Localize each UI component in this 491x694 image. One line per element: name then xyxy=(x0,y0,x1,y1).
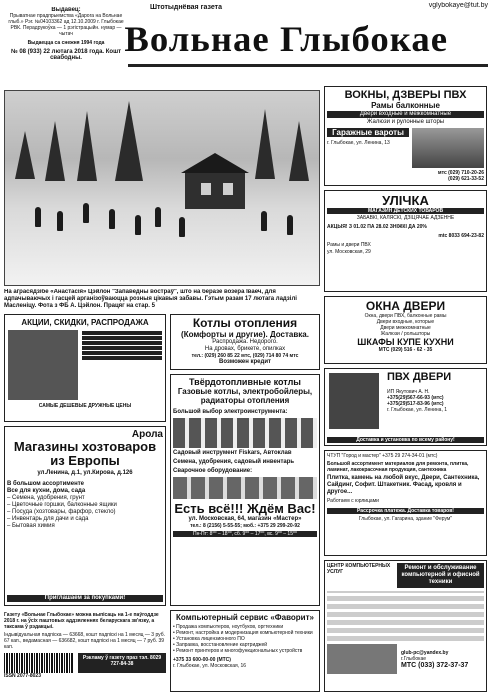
barcode xyxy=(4,653,74,673)
ad-favorit xyxy=(170,610,320,692)
list-item: В большом ассортименте xyxy=(7,481,84,487)
ad-vokna xyxy=(324,86,487,186)
list-item: – Инвентарь для дачи и сада xyxy=(7,516,89,522)
ad-okna-dveri-big: ШКАФЫ КУПЕ КУХНИ xyxy=(357,337,454,347)
ad-vokna-line5: Гаражные вароты xyxy=(327,128,409,137)
ad-favorit-addr: г. Глыбокае, ул. Московская, 16 xyxy=(173,663,247,669)
ad-tverdo-phone: тел.: 8 (2156) 5-55-55; моб.: +375 29 299-20-92 xyxy=(190,523,300,529)
ad-tverdo-line2: Садовый инструмент Fiskars, Автоклав xyxy=(173,450,292,456)
ad-akcii xyxy=(4,314,166,422)
ad-remont-line1: Большой ассортимент материалов для ремонта, плитка, ламинат, лакокрасочная продукция, сантехника xyxy=(327,461,469,473)
ad-ulichka-brands: ЗАБАВКІ, КАЛЯСКІ, ДЗІЦЯЧАЕ АДЗЕННЕ xyxy=(356,215,455,221)
ad-okna-dveri-phone: МТС (029) 516 - 62 - 35 xyxy=(378,347,433,353)
list-item: – Посуда (хозтовары, фарфор, стекло) xyxy=(7,509,116,515)
welding-image xyxy=(173,477,317,499)
ad-magaziny-bottom: Приглашаем за покупками! xyxy=(7,595,163,602)
list-item: – Цветочные горшки, балконные ящики xyxy=(7,502,117,508)
ad-vokna-subtitle: Рамы балконные xyxy=(371,101,440,110)
ad-pvh-dveri xyxy=(324,368,487,446)
newspaper-title: Вольнае Глыбокае xyxy=(124,19,449,59)
masleniza-photo xyxy=(4,90,320,286)
ad-pvh-dveri-phone2: +375(29)517-83-96 (мтс) xyxy=(387,401,444,407)
masthead-rule xyxy=(128,64,488,67)
ad-kotly xyxy=(170,314,320,370)
services-list-image xyxy=(327,591,484,641)
ad-tverdo-title: Твёрдотопливные котлы xyxy=(189,377,301,387)
ad-vokna-line3: Двери входные и межкомнатные xyxy=(327,111,484,118)
ad-ulichka-title: УЛІЧКА xyxy=(382,193,429,208)
ad-akcii-bottom: САМЫЕ ДЕШЕВЫЕ ДРУЖНЫЕ ЦЕНЫ xyxy=(38,403,132,409)
ad-pvh-dveri-phone1: +375(29)567-66-93 (мтс) xyxy=(387,395,444,401)
ad-vokna-phone: мтс (029) 710-20-26 xyxy=(437,170,484,176)
ad-remont-line3: Работаем с юрлицами xyxy=(327,498,379,504)
publisher-text: Прыватнае прадпрыемства «Дарога на Вольнае глыб.» Рэг. №04103362 ад 12.10.2009 г. Глыбокае РВК. Перадрукоўка — 1 рэгістрацыйн. нумар — чытач xyxy=(8,13,124,37)
ad-okna-dveri-line2: Двери входные, которые xyxy=(376,319,435,325)
ad-okna-dveri-title: ОКНА ДВЕРИ xyxy=(365,299,446,313)
ad-ulichka-promo: АКЦЫЯ! З 01.02 ПА 28.02 ЗНІЖКІ ДА 20% xyxy=(327,224,427,230)
issue-line: № 08 (933) 22 лютага 2018 года. Кошт свабодны. xyxy=(10,49,122,61)
issn: ISSN 2077-8023 xyxy=(4,673,41,679)
since-label: Выдаецца са снежня 1994 года xyxy=(27,40,105,46)
ad-remont xyxy=(324,450,487,556)
ad-tverdo-big: Есть всё!!! Ждём Вас! xyxy=(174,501,316,516)
ad-pvh-dveri-title: ПВХ ДВЕРИ xyxy=(387,371,452,383)
ad-vokna-phone2: (029) 621-33-52 xyxy=(448,176,484,182)
photo-caption: На аграсядзібе «Анастасія» Цэйлон "Запаведны востраў", што на беразе возера Іваеч, для адпачываючых і гасцей арганізоўваюцца розныя цікавыя забавы. Гэтым разам 17 лютага ладзілі Масленіцу. Фота з ФБ А. Цэйлон. Працяг на стар. 5 xyxy=(4,289,297,309)
ad-remont-addr: Глыбокае, ул. Гагарина, здание "Ферум" xyxy=(358,516,453,522)
subscription-note xyxy=(4,612,166,692)
ad-pvh-dveri-note: Доставка и установка по всему району! xyxy=(327,437,484,443)
ad-center-right: Ремонт и обслуживание компьютерной и офисной техники xyxy=(397,563,484,588)
ad-magaziny-title: Магазины хозтоваров из Европы xyxy=(13,439,157,468)
ad-center-phone: МТС (033) 372-37-37 xyxy=(401,661,469,669)
ad-remont-line2: Плитка, камень на любой вкус, Двери, Сантехника, Сайдинг, Софит. Штакетник. Фасад, кровля и другое... xyxy=(327,475,480,495)
ad-remont-header: ЧТУП "Город и мастер" +375 29 274-34-01 (мтс) xyxy=(327,453,438,459)
ad-tverdotoplivnye xyxy=(170,374,320,606)
ad-tverdo-line1: Большой выбор электроинструмента: xyxy=(173,409,288,415)
ad-kotly-phone: тел.: (029) 260 85 22 мтс, (029) 714 80 74 мтс xyxy=(191,353,299,359)
ad-kotly-line1: Распродажа. Недорого. xyxy=(212,339,278,345)
ad-center-email: glub-pc@yandex.by xyxy=(401,649,449,656)
publisher-block xyxy=(6,7,126,87)
ad-ulichka-addr: ул. Московская, 29 xyxy=(327,249,371,255)
ad-kotly-line2: На дровах, брикете, опилках xyxy=(204,346,286,352)
ad-kotly-title: Котлы отопления xyxy=(192,316,298,330)
ad-favorit-title: Компьютерный сервис «Фаворит» xyxy=(176,613,314,622)
ad-center xyxy=(324,560,487,692)
ad-magaziny xyxy=(4,426,166,606)
ad-ulichka xyxy=(324,190,487,292)
ad-okna-dveri-line3: Двери межкомнатные xyxy=(380,325,431,331)
list-item: Все для кухни, дома, сада xyxy=(7,488,86,494)
subscription-index: Індывідуальная падпіска — 63668, кошт падпіскі на 1 месяц — 3 руб. 67 кап., ведамасная — 636682, кошт падпіскі на 1 месяц — 7 руб. 39 кап. xyxy=(4,632,165,650)
ad-okna-dveri xyxy=(324,296,487,364)
ad-center-title: ЦЕНТР КОМПЬЮТЕРНЫХ УСЛУГ xyxy=(327,563,391,575)
list-item: • Продажа компьютеров, ноутбуков, оргтехники xyxy=(173,624,284,630)
ad-kotly-tail: Возможен кредит xyxy=(219,359,271,365)
ad-ulichka-subtitle: МАГАЗИН ДЕТСКИХ ТОВАРОВ xyxy=(327,208,484,214)
ad-box: Рэкламу ў газету праз тэл. 8029 727-84-38 xyxy=(78,653,166,673)
ad-kotly-subtitle: (Комфорты и другие). Доставка. xyxy=(181,330,309,339)
ad-akcii-title: АКЦИИ, СКИДКИ, РАСПРОДАЖА xyxy=(21,318,149,327)
publisher-label: Выдавец: xyxy=(51,7,81,13)
house-image xyxy=(412,128,484,168)
email: vglybokaye@tut.by xyxy=(428,2,488,9)
ad-magaziny-brand: Арола xyxy=(131,429,163,440)
ad-okna-dveri-line1: Окна, двери ПВХ, балконные рамы xyxy=(364,313,447,319)
list-item: – Семена, удобрения, грунт xyxy=(7,495,85,501)
ad-remont-note: Расcрочка платежа. Доставка товаров! xyxy=(327,508,484,514)
subscription-text: Газету «Вольнае Глыбокае» можна выпісаць на 1-е паўгоддзе 2018 г. на ўсіх паштовых аддзяленнях беларускага зв'язку, а таксама ў рэдакцыі. xyxy=(4,612,159,630)
ad-tverdo-addr: ул. Московская, 64, магазин «Мастер» xyxy=(188,516,302,522)
list-item: • Ремонт, настройка и модернизация компьютерной техники xyxy=(173,630,313,636)
ad-vokna-address: г. Глыбокае, ул. Ленина, 13 xyxy=(327,140,390,146)
ad-center-city: г.Глыбокае xyxy=(401,655,427,662)
ad-magaziny-addr: ул.Ленина, д.1, ул.Кирова, д.126 xyxy=(37,470,133,476)
ad-tverdo-line4: Сварочное оборудование: xyxy=(173,468,253,474)
tools-image xyxy=(173,418,317,448)
ad-pvh-dveri-addr: г. Глыбокае, ул. Ленина, 1 xyxy=(387,407,448,413)
ad-okna-dveri-line4: Жалюзи / рольшторы xyxy=(380,331,431,337)
ad-ulichka-extra: Рамы и двери ПВХ xyxy=(327,242,371,248)
list-item: • Ремонт принтеров и многофункциональных устройств xyxy=(173,648,303,654)
ad-pvh-dveri-sub: ИП Якутович А. Н. xyxy=(387,389,430,395)
ad-tverdo-line3: Семена, удобрения, садовый инвентарь xyxy=(173,459,295,465)
computer-image xyxy=(327,644,397,674)
ad-ulichka-phone: mtc 8033 694-23-82 xyxy=(438,233,484,239)
ad-favorit-phones: +375 33 600-00-00 (МТС) xyxy=(173,657,231,663)
ad-tverdo-sub: Газовые котлы, электробойлеры, радиаторы отопления xyxy=(177,387,313,405)
store-image xyxy=(8,330,78,400)
door-image xyxy=(329,373,379,429)
list-item: – Бытовая химия xyxy=(7,523,55,529)
list-item: • Заправка, восстановление картриджей xyxy=(173,642,268,648)
weekly-label: Штотыднёвая газета xyxy=(150,4,222,11)
ad-magaziny-list xyxy=(7,481,163,530)
ad-vokna-line4: Жалюзи и рулонные шторы xyxy=(366,119,445,125)
list-item: • Установка лицензионного ПО xyxy=(173,636,245,642)
ad-vokna-title: ВОКНЫ, ДЗВЕРЫ ПВХ xyxy=(344,89,467,101)
ad-tverdo-hours: Пн-Пт: 8⁰⁰ – 18⁰⁰, сб. 9⁰⁰ – 17⁰⁰, вс. 9⁰⁰ – 15⁰⁰ xyxy=(173,531,317,537)
